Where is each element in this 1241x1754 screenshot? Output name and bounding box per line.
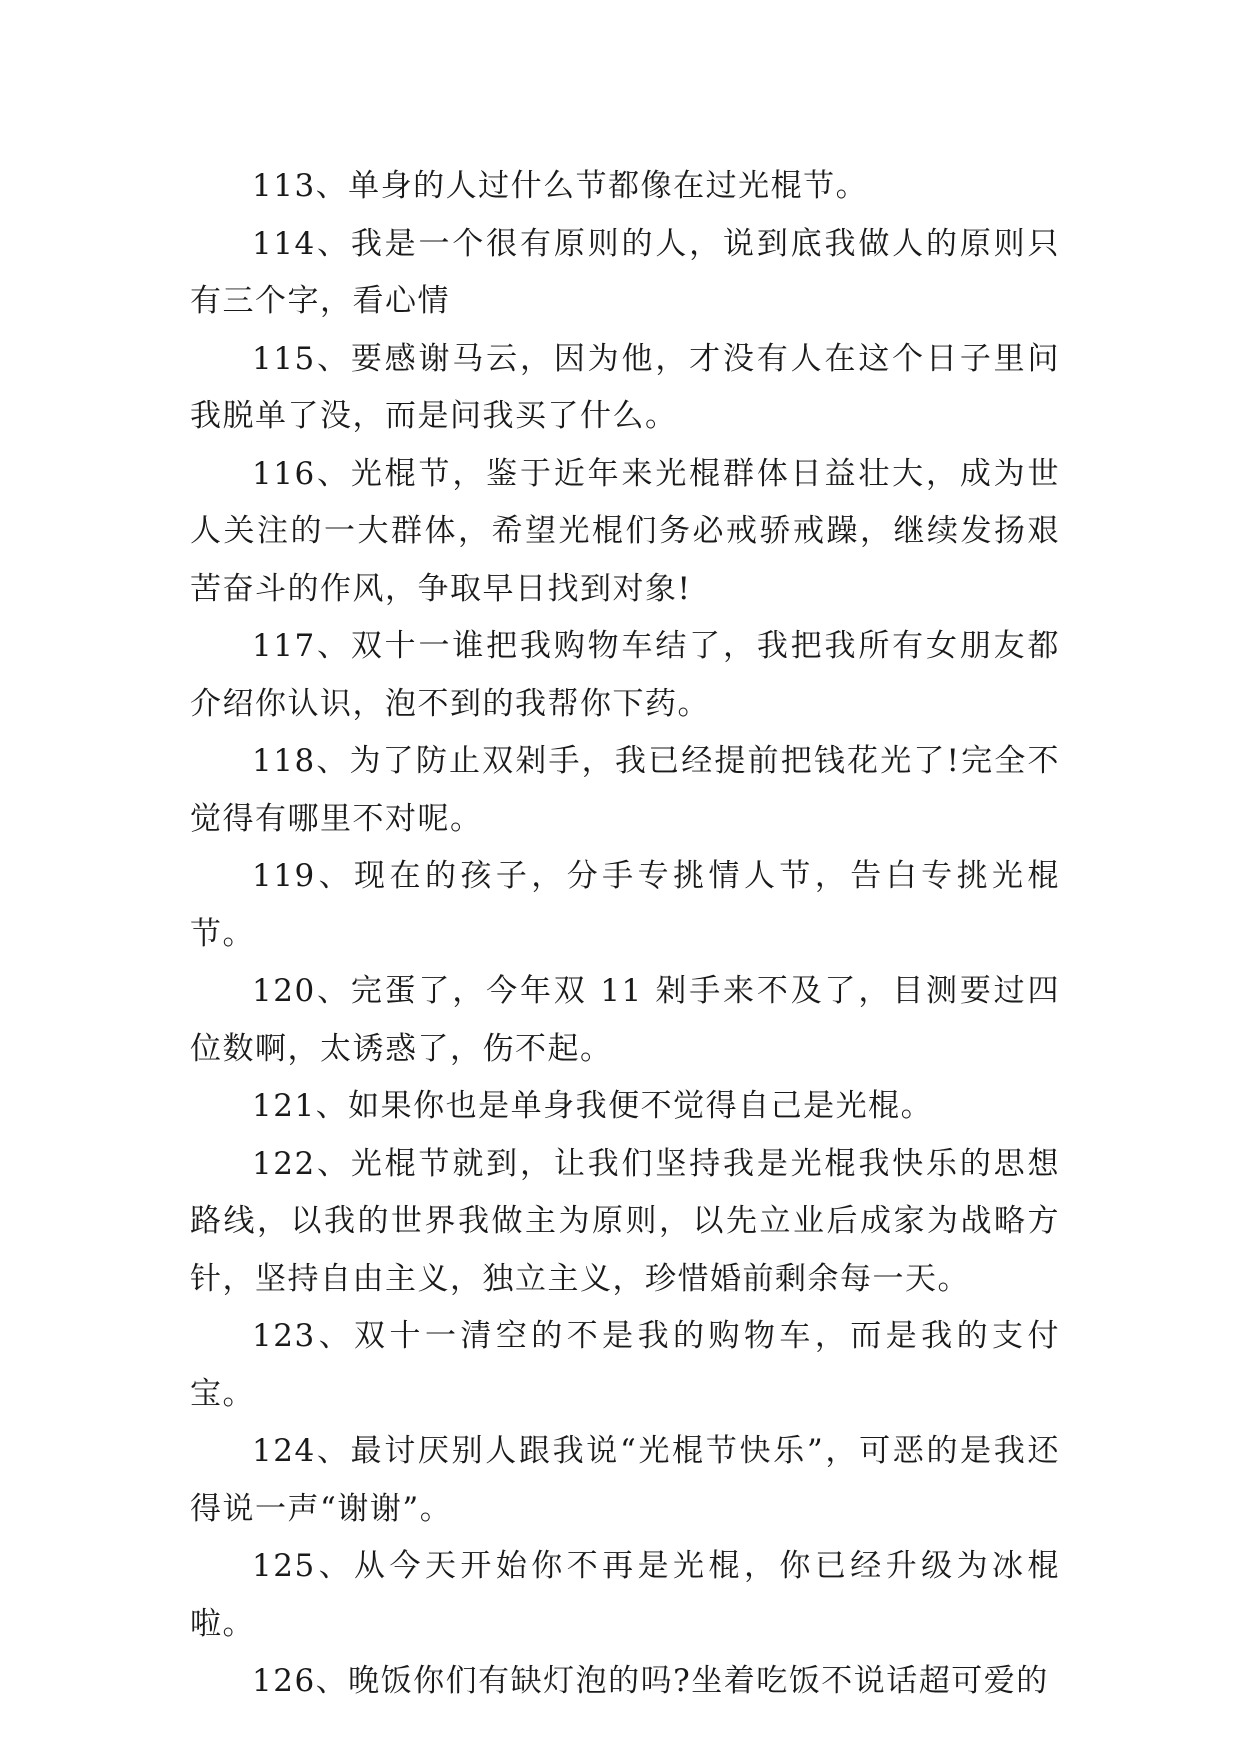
paragraph-123: 123、双十一清空的不是我的购物车，而是我的支付宝。 xyxy=(190,1318,1060,1412)
paragraph-114: 114、我是一个很有原则的人，说到底我做人的原则只有三个字，看心情 xyxy=(190,225,1060,319)
paragraph-126: 126、晚饭你们有缺灯泡的吗?坐着吃饭不说话超可爱的 xyxy=(252,1663,1049,1699)
paragraph-125: 125、从今天开始你不再是光棍，你已经升级为冰棍啦。 xyxy=(190,1548,1060,1642)
paragraph-119: 119、现在的孩子，分手专挑情人节，告白专挑光棍节。 xyxy=(190,858,1060,952)
paragraph-121: 121、如果你也是单身我便不觉得自己是光棍。 xyxy=(252,1088,934,1124)
paragraph-124: 124、最讨厌别人跟我说“光棍节快乐”，可恶的是我还得说一声“谢谢”。 xyxy=(190,1433,1060,1527)
paragraph-117: 117、双十一谁把我购物车结了，我把我所有女朋友都介绍你认识，泡不到的我帮你下药。 xyxy=(190,628,1060,722)
paragraph-118: 118、为了防止双剁手，我已经提前把钱花光了!完全不觉得有哪里不对呢。 xyxy=(190,743,1060,837)
paragraph-115: 115、要感谢马云，因为他，才没有人在这个日子里问我脱单了没，而是问我买了什么。 xyxy=(190,340,1060,434)
paragraph-116: 116、光棍节，鉴于近年来光棍群体日益壮大，成为世人关注的一大群体，希望光棍们务必戒骄戒躁，继续发扬艰苦奋斗的作风，争取早日找到对象! xyxy=(190,455,1060,607)
document-body xyxy=(190,158,1060,1711)
paragraph-120: 120、完蛋了，今年双 11 剁手来不及了，目测要过四位数啊，太诱惑了，伤不起。 xyxy=(190,973,1060,1067)
paragraph-122: 122、光棍节就到，让我们坚持我是光棍我快乐的思想路线，以我的世界我做主为原则，以先立业后成家为战略方针，坚持自由主义，独立主义，珍惜婚前剩余每一天。 xyxy=(190,1145,1060,1297)
paragraph-113: 113、单身的人过什么节都像在过光棍节。 xyxy=(252,168,869,204)
